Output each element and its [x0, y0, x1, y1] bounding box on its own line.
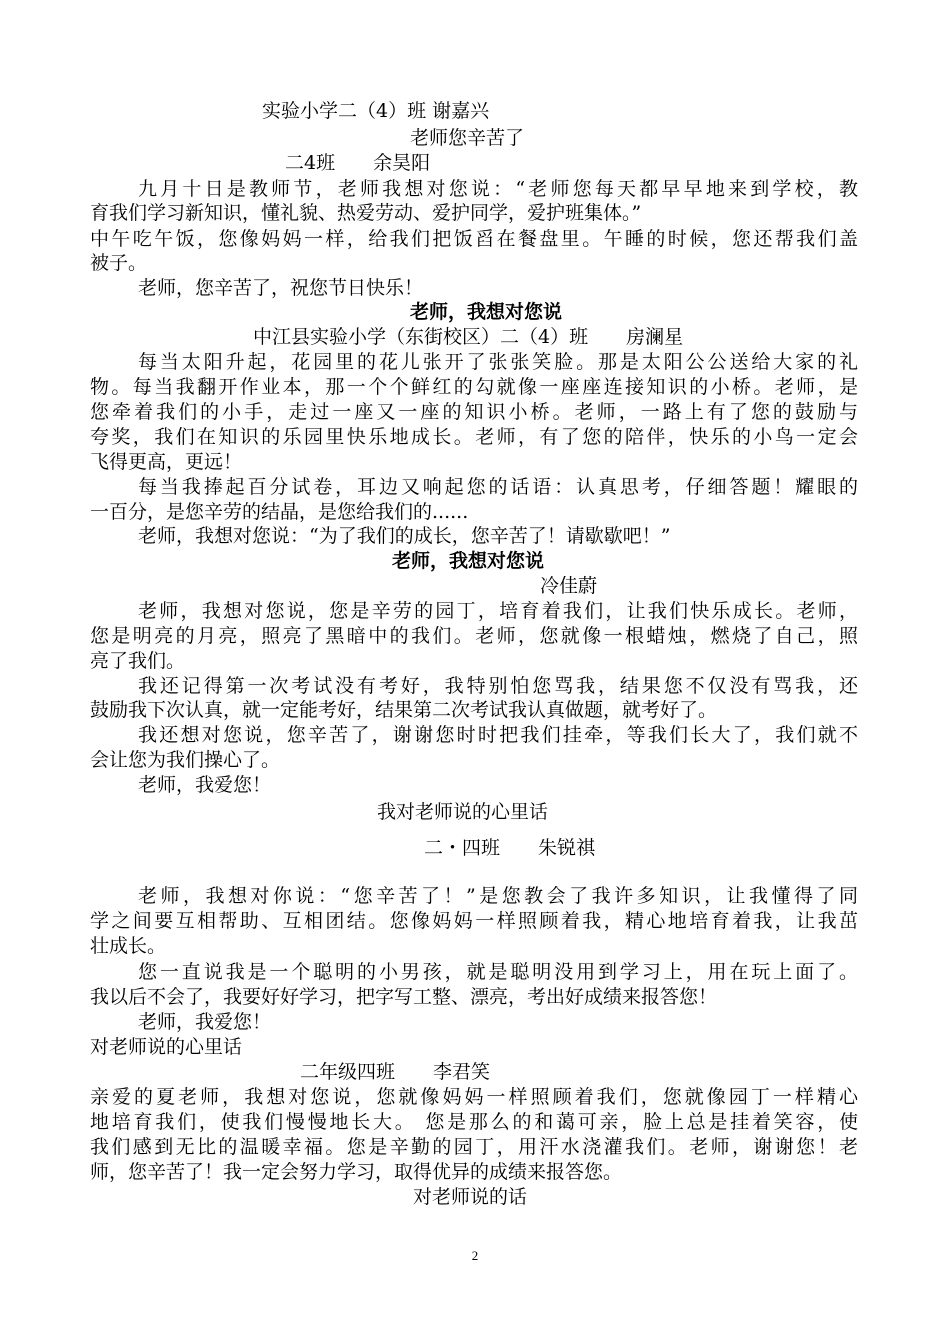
body-line: 我还记得第一次考试没有考好，我特别怕您骂我，结果您不仅没有骂我，还	[138, 675, 858, 697]
byline: 二4班 余昊阳	[285, 152, 431, 174]
body-line: 亲爱的夏老师，我想对您说，您就像妈妈一样照顾着我们，您就像园丁一样精心	[90, 1086, 858, 1108]
essay-title: 老师，我想对您说	[410, 301, 563, 323]
essay-title: 老师您辛苦了	[410, 127, 525, 149]
body-line: 九月十日是教师节，老师我想对您说：“老师您每天都早早地来到学校，教	[138, 178, 858, 200]
body-line: 每当太阳升起，花园里的花儿张开了张张笑脸。那是太阳公公送给大家的礼	[138, 351, 858, 373]
body-line: 老师，我想对您说：“为了我们的成长，您辛苦了！请歇歇吧！”	[138, 525, 671, 547]
page-number: 2	[471, 1248, 479, 1263]
byline: 二・四班 朱锐祺	[424, 837, 596, 859]
body-line: 会让您为我们操心了。	[90, 749, 281, 771]
essay-title: 老师，我想对您说	[392, 550, 545, 572]
body-line: 我们感到无比的温暖幸福。您是辛勤的园丁，用汗水浇灌我们。老师，谢谢您！老	[90, 1136, 858, 1158]
body-line: 被子。	[90, 252, 148, 274]
body-line: 鼓励我下次认真，就一定能考好，结果第二次考试我认真做题，就考好了。	[90, 699, 718, 721]
body-line: 亮了我们。	[90, 650, 186, 672]
body-line: 一百分，是您辛劳的结晶，是您给我们的......	[90, 501, 469, 523]
body-line: 壮成长。	[90, 935, 167, 957]
body-line: 物。每当我翻开作业本，那一个个鲜红的勾就像一座座连接知识的小桥。老师，是	[90, 376, 858, 398]
byline: 冷佳蔚	[540, 575, 598, 597]
section-title: 实验小学二（4）班 谢嘉兴	[262, 100, 490, 122]
essay-title: 我对老师说的心里话	[377, 801, 549, 823]
body-line: 您一直说我是一个聪明的小男孩，就是聪明没用到学习上，用在玩上面了。	[138, 961, 858, 983]
body-line: 我还想对您说，您辛苦了，谢谢您时时把我们挂牵，等我们长大了，我们就不	[138, 724, 858, 746]
body-line: 您是明亮的月亮，照亮了黑暗中的我们。老师，您就像一根蜡烛，燃烧了自己，照	[90, 625, 858, 647]
essay-title: 对老师说的心里话	[90, 1036, 243, 1058]
essay-title: 对老师说的话	[413, 1186, 528, 1208]
body-line: 我以后不会了，我要好好学习，把字写工整、漂亮，考出好成绩来报答您！	[90, 986, 718, 1008]
body-line: 地培育我们，使我们慢慢地长大。 您是那么的和蔼可亲，脸上总是挂着笑容，使	[90, 1111, 858, 1133]
body-line: 学之间要互相帮助、互相团结。您像妈妈一样照顾着我，精心地培育着我，让我茁	[90, 910, 858, 932]
body-line: 师，您辛苦了！我一定会努力学习，取得优异的成绩来报答您。	[90, 1161, 623, 1183]
body-line: 夸奖，我们在知识的乐园里快乐地成长。老师，有了您的陪伴，快乐的小鸟一定会	[90, 426, 858, 448]
byline: 二年级四班 李君笑	[300, 1061, 491, 1083]
body-line: 老师，我爱您！	[138, 1011, 272, 1033]
body-line: 每当我捧起百分试卷，耳边又响起您的话语：认真思考，仔细答题！耀眼的	[138, 476, 858, 498]
body-line: 中午吃午饭，您像妈妈一样，给我们把饭舀在餐盘里。午睡的时候，您还帮我们盖	[90, 228, 858, 250]
byline: 中江县实验小学（东街校区）二（4）班 房澜星	[253, 326, 684, 348]
body-line: 老师，您辛苦了，祝您节日快乐！	[138, 277, 424, 299]
body-line: 老师，我想对您说，您是辛劳的园丁，培育着我们，让我们快乐成长。老师，	[138, 600, 858, 622]
body-line: 飞得更高，更远！	[90, 451, 243, 473]
body-line: 老师，我爱您！	[138, 774, 272, 796]
body-line: 您牵着我们的小手，走过一座又一座的知识小桥。老师，一路上有了您的鼓励与	[90, 401, 858, 423]
body-line: 育我们学习新知识，懂礼貌、热爱劳动、爱护同学，爱护班集体。”	[90, 202, 642, 224]
body-line: 老师，我想对你说：“您辛苦了！”是您教会了我许多知识，让我懂得了同	[138, 885, 858, 907]
